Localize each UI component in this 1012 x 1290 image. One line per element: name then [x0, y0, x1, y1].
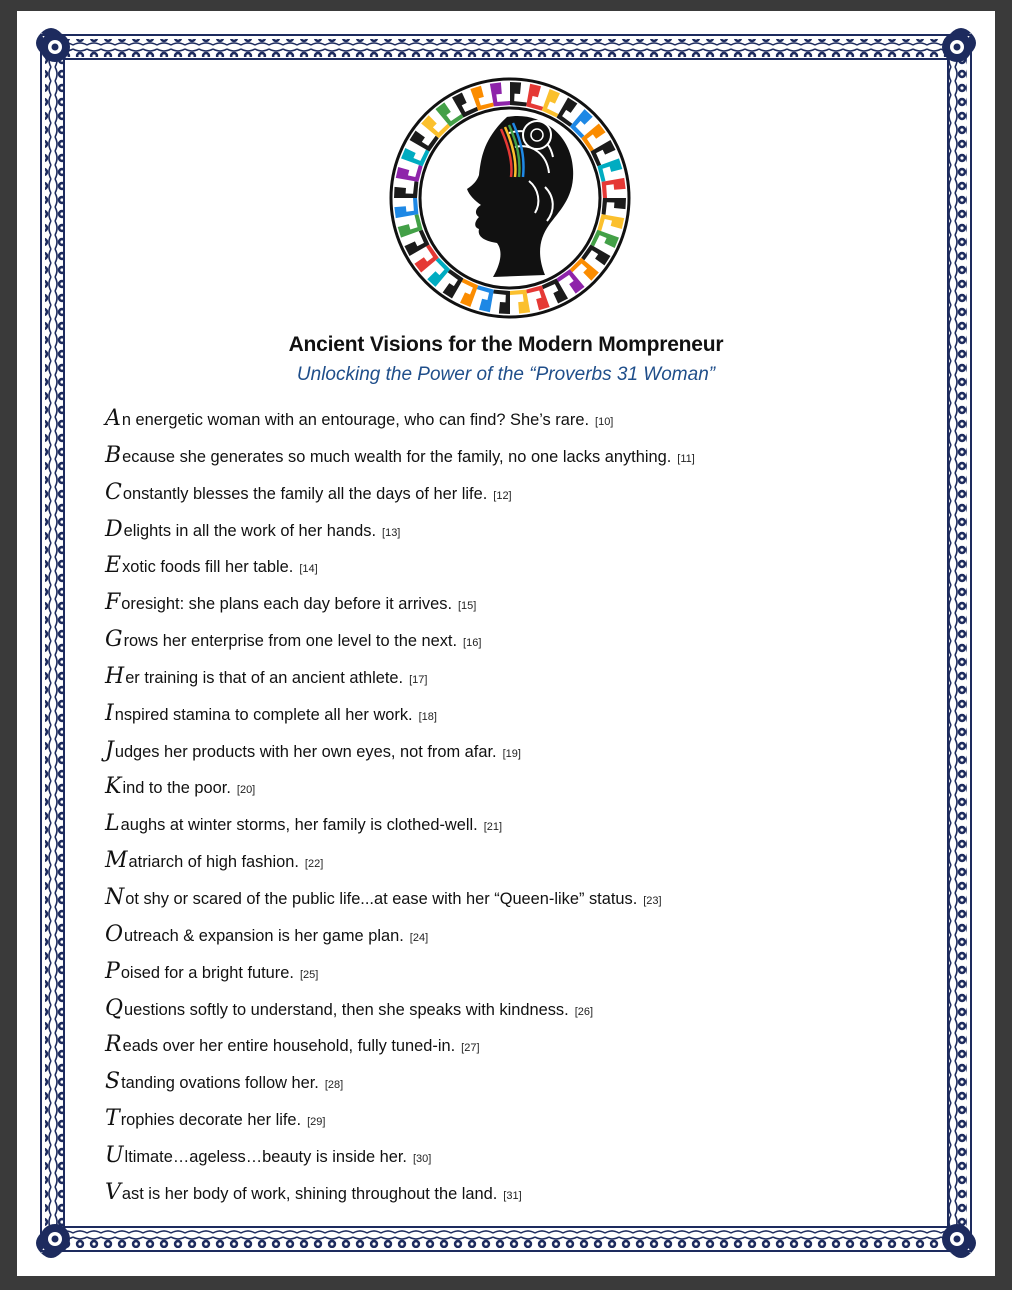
verse-reference: [30] — [412, 1152, 432, 1165]
verse-reference: [13] — [382, 526, 401, 539]
verse-reference: [31] — [503, 1189, 522, 1202]
verse-reference: [17] — [409, 673, 428, 686]
drop-initial: U — [105, 1142, 124, 1168]
drop-initial: C — [105, 479, 122, 505]
verse-text: oised for a bright future. — [120, 963, 294, 982]
verse-text: nspired stamina to complete all her work. — [114, 705, 413, 724]
verse-reference: [21] — [483, 821, 503, 834]
verse-reference: [10] — [595, 416, 614, 428]
list-item — [105, 811, 925, 848]
document-page — [17, 11, 995, 1276]
drop-initial: O — [105, 921, 124, 947]
drop-initial: L — [105, 811, 120, 837]
verse-text: uestions softly to understand, then she speaks with kindness. — [124, 1000, 569, 1019]
list-item — [105, 701, 925, 738]
drop-initial: D — [105, 516, 123, 542]
verse-reference: [15] — [458, 600, 477, 613]
woman-profile-emblem-icon — [389, 77, 631, 319]
drop-initial: I — [105, 700, 114, 726]
list-item — [105, 1180, 925, 1217]
drop-initial: V — [105, 1179, 121, 1205]
verse-reference: [12] — [493, 489, 512, 502]
verse-text: onstantly blesses the family all the days of her life. — [122, 484, 488, 503]
drop-initial: P — [105, 958, 120, 984]
verse-text: ot shy or scared of the public life...at ease with her “Queen-like” status. — [125, 889, 638, 908]
verse-reference: [29] — [307, 1116, 326, 1129]
verse-text: oresight: she plans each day before it arrives. — [121, 595, 452, 614]
verse-reference: [23] — [643, 894, 662, 907]
list-item — [105, 922, 925, 959]
drop-initial: K — [105, 774, 122, 800]
verse-text: xotic foods fill her table. — [122, 558, 294, 577]
drop-initial: B — [105, 442, 122, 468]
list-item — [105, 1069, 925, 1106]
drop-initial: J — [105, 737, 114, 763]
page-title: Ancient Visions for the Modern Mompreneur — [288, 333, 724, 356]
list-item — [105, 480, 925, 517]
verse-text: utreach & expansion is her game plan. — [124, 926, 404, 945]
verse-text: ltimate…ageless…beauty is inside her. — [124, 1147, 407, 1166]
list-item — [105, 1032, 925, 1069]
verse-text: rows her enterprise from one level to the next. — [123, 632, 458, 651]
drop-initial: F — [105, 590, 121, 616]
verse-reference: [14] — [299, 563, 318, 576]
verse-reference: [24] — [409, 931, 429, 944]
verse-text: er training is that of an ancient athlete. — [125, 668, 404, 687]
drop-initial: A — [105, 406, 121, 431]
list-item — [105, 738, 925, 775]
verse-text: tanding ovations follow her. — [121, 1074, 319, 1093]
list-item — [105, 517, 925, 554]
drop-initial: T — [105, 1106, 120, 1132]
drop-initial: S — [105, 1069, 121, 1095]
verse-text: ind to the poor. — [122, 779, 231, 798]
list-item — [105, 996, 925, 1033]
list-item — [105, 590, 925, 627]
list-item — [105, 406, 925, 443]
verse-text: rophies decorate her life. — [120, 1111, 302, 1130]
drop-initial: M — [105, 848, 128, 874]
list-item — [105, 885, 925, 922]
verse-reference: [26] — [574, 1005, 594, 1018]
list-item — [105, 664, 925, 701]
list-item — [105, 1106, 925, 1143]
list-item — [105, 848, 925, 885]
verse-reference: [28] — [324, 1079, 344, 1092]
drop-initial: E — [105, 553, 122, 579]
verse-reference: [19] — [502, 747, 521, 760]
verse-text: ast is her body of work, shining throughout the land. — [121, 1184, 498, 1203]
verse-reference: [20] — [236, 784, 256, 797]
page-subtitle: Unlocking the Power of the “Proverbs 31 Woman” — [296, 364, 716, 385]
list-item — [105, 1143, 925, 1180]
drop-initial: R — [105, 1032, 122, 1058]
verse-reference: [22] — [304, 858, 324, 871]
verse-reference: [25] — [299, 968, 319, 981]
acrostic-list — [105, 406, 925, 1217]
drop-initial: G — [105, 627, 123, 653]
verse-text: ecause she generates so much wealth for the family, no one lacks anything. — [122, 447, 672, 466]
drop-initial: N — [105, 884, 125, 910]
drop-initial: Q — [105, 995, 124, 1021]
verse-reference: [27] — [461, 1042, 480, 1055]
list-item — [105, 443, 925, 480]
verse-text: eads over her entire household, fully tuned-in. — [122, 1037, 456, 1056]
verse-reference: [16] — [463, 637, 482, 650]
list-item — [105, 553, 925, 590]
verse-text: udges her products with her own eyes, not from afar. — [114, 742, 497, 761]
list-item — [105, 774, 925, 811]
list-item — [105, 627, 925, 664]
verse-text: n energetic woman with an entourage, who can find? She’s rare. — [121, 411, 590, 429]
verse-text: aughs at winter storms, her family is clothed-well. — [120, 816, 478, 835]
verse-reference: [11] — [677, 452, 695, 465]
verse-text: atriarch of high fashion. — [128, 853, 299, 872]
verse-reference: [18] — [418, 710, 437, 723]
drop-initial: H — [105, 663, 125, 689]
list-item — [105, 959, 925, 996]
verse-text: elights in all the work of her hands. — [123, 521, 377, 540]
